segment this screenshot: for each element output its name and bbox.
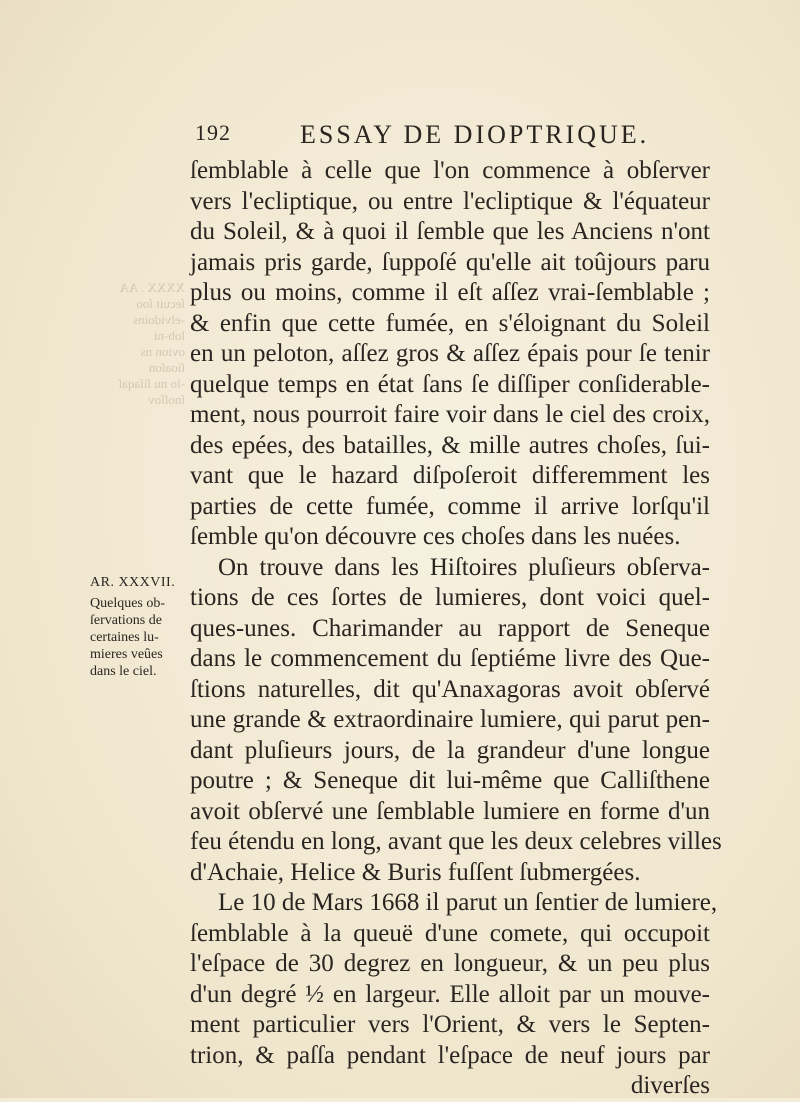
margin-note-line: mieres veûes xyxy=(90,647,163,662)
body-text xyxy=(190,156,722,1102)
text-line: trion, & paſſa pendant l'eſpace de neuf jours par xyxy=(190,1041,710,1069)
text-line: & enfin que cette fumée, en s'éloignant du Soleil xyxy=(190,309,710,337)
bleed-line: -elvidoins xyxy=(133,312,185,327)
bleed-through-text xyxy=(105,280,185,408)
text-line: ment particulier vers l'Orient, & vers le Septen- xyxy=(190,1011,710,1038)
bleed-line: ſecuit ſoo xyxy=(136,296,185,311)
text-line: l'eſpace de 30 degrez en longueur, & un peu plus xyxy=(190,950,710,977)
text-line: plus ou moins, comme il eſt aſſez vrai-ſemblable ; xyxy=(190,279,710,306)
text-line: d'un degré ½ en largeur. Elle alloit par un mouve- xyxy=(190,980,710,1008)
bleed-line: lob-ni xyxy=(153,328,185,343)
bleed-line: ovion ns xyxy=(140,344,185,359)
bleed-line: XXXX . AA xyxy=(119,280,185,295)
text-line: ment, nous pourroit faire voir dans le ciel des croix, xyxy=(190,401,710,428)
text-line: ſemblable à la queuë d'une comete, qui occupoit xyxy=(190,919,710,947)
text-line: quelque temps en état ſans ſe diſſiper conſiderable- xyxy=(190,370,710,398)
margin-note-line: ſervations de xyxy=(90,613,162,628)
text-line: d'Achaie, Helice & Buris fuſſent ſubmergées. xyxy=(190,858,641,886)
margin-note xyxy=(90,574,185,680)
bleed-line: ſnoſſov xyxy=(148,392,185,407)
text-line: diverſes xyxy=(630,1072,710,1099)
text-line: jamais pris garde, ſuppoſé qu'elle ait toûjours paru xyxy=(190,248,710,276)
article-number: AR. XXXVII. xyxy=(90,575,176,590)
text-line: parties de cette fumée, comme il arrive lorſqu'il xyxy=(190,492,710,520)
text-line: On trouve dans les Hiſtoires pluſieurs obſerva- xyxy=(218,553,710,581)
text-line: du Soleil, & à quoi il ſemble que les Anciens n'ont xyxy=(190,218,710,245)
text-line: une grande & extraordinaire lumiere, qui parut pen- xyxy=(190,706,710,733)
text-line: avoit obſervé une ſemblable lumiere en forme d'un xyxy=(190,797,710,825)
text-line: Le 10 de Mars 1668 il parut un ſentier de lumiere, xyxy=(218,889,718,916)
text-line: en un peloton, aſſez gros & aſſez épais pour ſe tenir xyxy=(190,340,710,367)
text-line: dant pluſieurs jours, de la grandeur d'une longue xyxy=(190,736,710,764)
margin-note-line: dans le ciel. xyxy=(90,664,157,679)
bleed-line: -lo nu ſiſaqaſ xyxy=(118,376,185,391)
text-line: vant que le hazard diſpoſeroit differemment les xyxy=(190,462,710,489)
text-line: tions de ces ſortes de lumieres, dont voici quel- xyxy=(190,584,710,611)
text-line: ques-unes. Charimander au rapport de Seneque xyxy=(190,614,710,642)
text-line: feu étendu en long, avant que les deux celebres villes xyxy=(190,828,722,855)
text-line: ſemblable à celle que l'on commence à obſerver xyxy=(190,157,710,184)
text-line: ſtions naturelles, dit qu'Anaxagoras avoit obſervé xyxy=(190,675,710,703)
text-line: dans le commencement du ſeptiéme livre des Que- xyxy=(190,645,710,672)
text-line: ſemble qu'on découvre ces choſes dans les nuées. xyxy=(190,523,681,550)
text-line: poutre ; & Seneque dit lui-même que Calliſthene xyxy=(190,767,710,794)
margin-note-line: certaines lu- xyxy=(90,630,159,645)
text-line: vers l'ecliptique, ou entre l'ecliptique & l'équateur xyxy=(190,187,710,215)
margin-note-line: Quelques ob- xyxy=(90,596,166,611)
text-line: des epées, des batailles, & mille autres choſes, ſui- xyxy=(190,431,710,459)
page-number: 192 xyxy=(195,120,231,145)
bleed-line: ſioaſon xyxy=(148,360,185,375)
running-title: ESSAY DE DIOPTRIQUE. xyxy=(300,120,650,149)
